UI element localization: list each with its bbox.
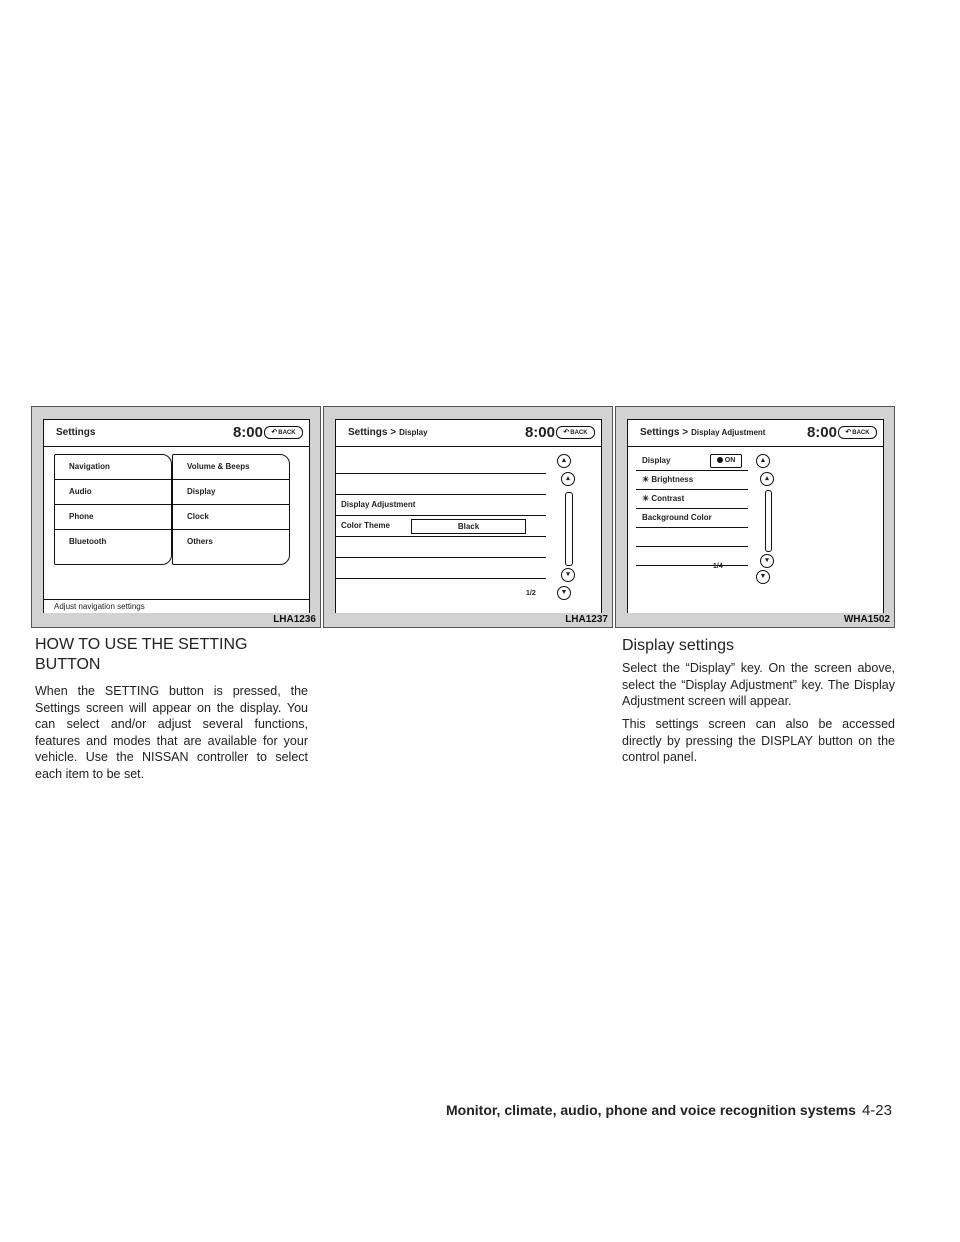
back-label: BACK [570, 430, 588, 436]
back-button[interactable] [556, 426, 595, 439]
page-indicator: 1/2 [526, 590, 536, 597]
up-arrow-icon: ▴ [765, 475, 769, 482]
display-toggle[interactable] [710, 454, 742, 468]
down-arrow-icon: ▾ [566, 571, 570, 578]
menu-column-right [172, 454, 290, 565]
breadcrumb: Display Adjustment [691, 428, 766, 437]
color-theme-value: Black [411, 519, 526, 534]
figure-caption: LHA1236 [32, 613, 320, 627]
page-footer [446, 1102, 892, 1119]
screen-status-text: Adjust navigation settings [44, 599, 309, 614]
indicator-dot-icon [717, 457, 723, 463]
display-toggle-value: ON [724, 457, 736, 464]
back-button[interactable] [838, 426, 877, 439]
scroll-up-button[interactable] [760, 472, 774, 486]
breadcrumb: Display [399, 428, 428, 437]
list-item-brightness[interactable]: ☀ Brightness [636, 471, 748, 490]
figure-caption: LHA1237 [324, 613, 612, 627]
screen-header [628, 420, 883, 447]
scroll-top-button[interactable] [557, 454, 571, 468]
list-item-display[interactable] [636, 452, 748, 471]
screen-display [335, 419, 602, 615]
section-heading-display-settings: Display settings [622, 637, 735, 654]
screen-header [336, 420, 601, 447]
list-item [336, 558, 546, 579]
section-paragraph-display-2: This settings screen can also be accessed directly by pressing the DISPLAY button on the control panel. [622, 717, 895, 764]
chapter-title: Monitor, climate, audio, phone and voice recognition systems [446, 1102, 856, 1118]
figure-settings-menu [31, 406, 321, 628]
back-label: BACK [278, 430, 296, 436]
figure-display-menu [323, 406, 613, 628]
clock-time: 8:00 [524, 424, 555, 441]
section-paragraph-display-1: Select the “Display” key. On the screen above, select the “Display Adjustment” key. The Display Adjustment screen will appear. [622, 661, 895, 708]
menu-item-bluetooth[interactable]: Bluetooth [69, 537, 107, 546]
menu-item-phone[interactable]: Phone [55, 505, 171, 530]
scroll-bottom-button[interactable] [557, 586, 571, 600]
figure-display-adjustment [615, 406, 895, 628]
screen-display-adjustment [627, 419, 884, 615]
page-indicator: 1/4 [713, 563, 723, 570]
screen-settings [43, 419, 310, 615]
down-arrow-icon: ▼ [560, 589, 568, 596]
section-heading-setting-button: HOW TO USE THE SETTING BUTTON [35, 636, 248, 673]
settings-list [336, 453, 546, 597]
screen-title: Settings [56, 427, 96, 438]
color-theme-label: Color Theme [341, 521, 390, 530]
clock-time: 8:00 [806, 424, 837, 441]
screen-title [348, 427, 428, 438]
list-item [636, 528, 748, 547]
back-button[interactable] [264, 426, 303, 439]
menu-item-volume-beeps[interactable]: Volume & Beeps [173, 455, 289, 480]
list-item [336, 474, 546, 495]
scrollbar[interactable] [765, 490, 772, 552]
title-label: Settings > [640, 427, 689, 438]
scroll-bottom-button[interactable] [756, 570, 770, 584]
display-label: Display [642, 456, 671, 465]
list-item [336, 453, 546, 474]
list-item-background-color[interactable]: Background Color [636, 509, 748, 528]
scroll-top-button[interactable] [756, 454, 770, 468]
list-item-color-theme[interactable] [336, 516, 546, 537]
menu-item-clock[interactable]: Clock [173, 505, 289, 530]
menu-item-others[interactable]: Others [187, 537, 213, 546]
menu-item-display[interactable]: Display [173, 480, 289, 505]
scrollbar[interactable] [565, 492, 573, 566]
scroll-up-button[interactable] [561, 472, 575, 486]
list-item-display-adjustment[interactable]: Display Adjustment [336, 495, 546, 516]
scroll-down-button[interactable] [561, 568, 575, 582]
up-arrow-icon: ▲ [560, 457, 568, 464]
menu-column-left [54, 454, 172, 565]
return-arrow-icon: ↶ [845, 429, 852, 436]
settings-list [636, 452, 748, 562]
up-arrow-icon: ▴ [566, 475, 570, 482]
screen-header [44, 420, 309, 447]
title-label: Settings > [348, 427, 397, 438]
return-arrow-icon: ↶ [271, 429, 278, 436]
section-paragraph-setting-button: When the SETTING button is pressed, the Settings screen will appear on the display. You can select and/or adjust several functions, features and modes that are available for your vehicle. Use the NISSAN controller to select each item to be set. [35, 684, 308, 781]
menu-item-audio[interactable]: Audio [55, 480, 171, 505]
screen-title [640, 427, 765, 438]
list-item [336, 537, 546, 558]
down-arrow-icon: ▼ [759, 573, 767, 580]
page-number: 4-23 [861, 1102, 892, 1119]
clock-time: 8:00 [232, 424, 263, 441]
down-arrow-icon: ▾ [765, 557, 769, 564]
return-arrow-icon: ↶ [563, 429, 570, 436]
list-item-contrast[interactable]: ☀ Contrast [636, 490, 748, 509]
figure-caption: WHA1502 [616, 613, 894, 627]
menu-item-navigation[interactable]: Navigation [55, 455, 171, 480]
list-item [636, 547, 748, 566]
back-label: BACK [852, 430, 870, 436]
up-arrow-icon: ▲ [759, 457, 767, 464]
scroll-down-button[interactable] [760, 554, 774, 568]
